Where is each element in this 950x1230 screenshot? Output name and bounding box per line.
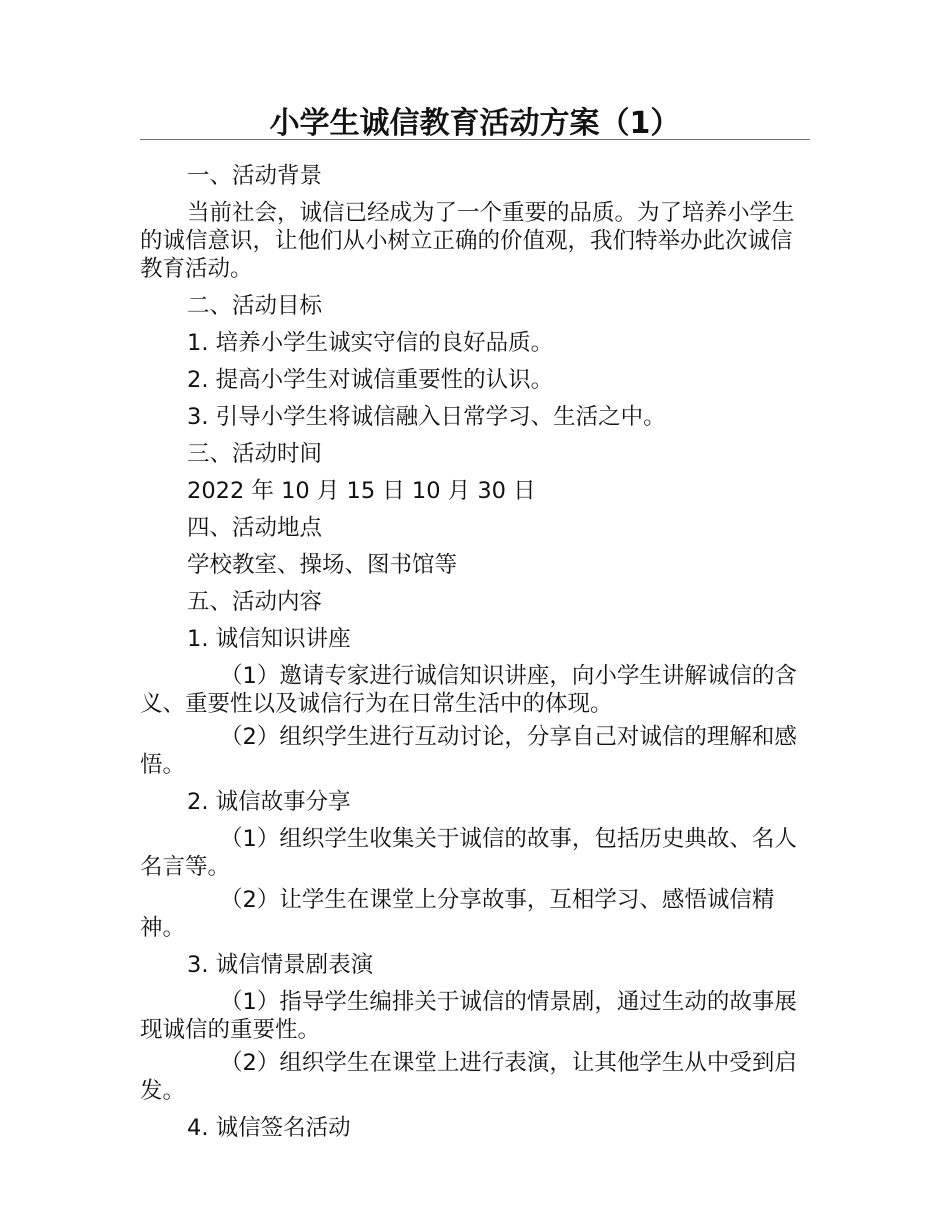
content-subitem: （2）组织学生进行互动讨论，分享自己对诚信的理解和感悟。: [140, 724, 797, 778]
content-subitem: （1）指导学生编排关于诚信的情景剧，通过生动的故事展现诚信的重要性。: [140, 989, 797, 1043]
document-body: [140, 158, 810, 1147]
section-heading-goals: 二、活动目标: [187, 293, 323, 319]
content-item-heading: 1. 诚信知识讲座: [187, 626, 351, 652]
paragraph-background: 当前社会，诚信已经成为了一个重要的品质。为了培养小学生的诚信意识，让他们从小树立正确的价值观，我们特举办此次诚信教育活动。: [140, 200, 795, 282]
goal-item: 2. 提高小学生对诚信重要性的认识。: [187, 367, 554, 393]
section-heading-location: 四、活动地点: [187, 515, 323, 541]
content-subitem: （2）让学生在课堂上分享故事，互相学习、感悟诚信精神。: [140, 887, 775, 941]
content-subitem: （2）组织学生在课堂上进行表演，让其他学生从中受到启发。: [140, 1050, 797, 1104]
content-subitem: （1）组织学生收集关于诚信的故事，包括历史典故、名人名言等。: [140, 826, 797, 880]
goal-item: 1. 培养小学生诚实守信的良好品质。: [187, 330, 554, 356]
title-underline: [140, 139, 810, 140]
content-subitem: （1）邀请专家进行诚信知识讲座，向小学生讲解诚信的含义、重要性以及诚信行为在日常生活中的体现。: [140, 663, 797, 717]
content-item-heading: 2. 诚信故事分享: [187, 789, 351, 815]
activity-locations: 学校教室、操场、图书馆等: [187, 552, 458, 578]
section-heading-background: 一、活动背景: [187, 163, 323, 189]
section-heading-time: 三、活动时间: [187, 441, 323, 467]
content-item-heading: 3. 诚信情景剧表演: [187, 952, 374, 978]
goal-item: 3. 引导小学生将诚信融入日常学习、生活之中。: [187, 404, 666, 430]
section-heading-content: 五、活动内容: [187, 589, 323, 615]
document-title: 小学生诚信教育活动方案（1）: [269, 106, 681, 141]
activity-dates: 2022 年 10 月 15 日 10 月 30 日: [187, 478, 536, 504]
content-item-heading: 4. 诚信签名活动: [187, 1115, 351, 1141]
